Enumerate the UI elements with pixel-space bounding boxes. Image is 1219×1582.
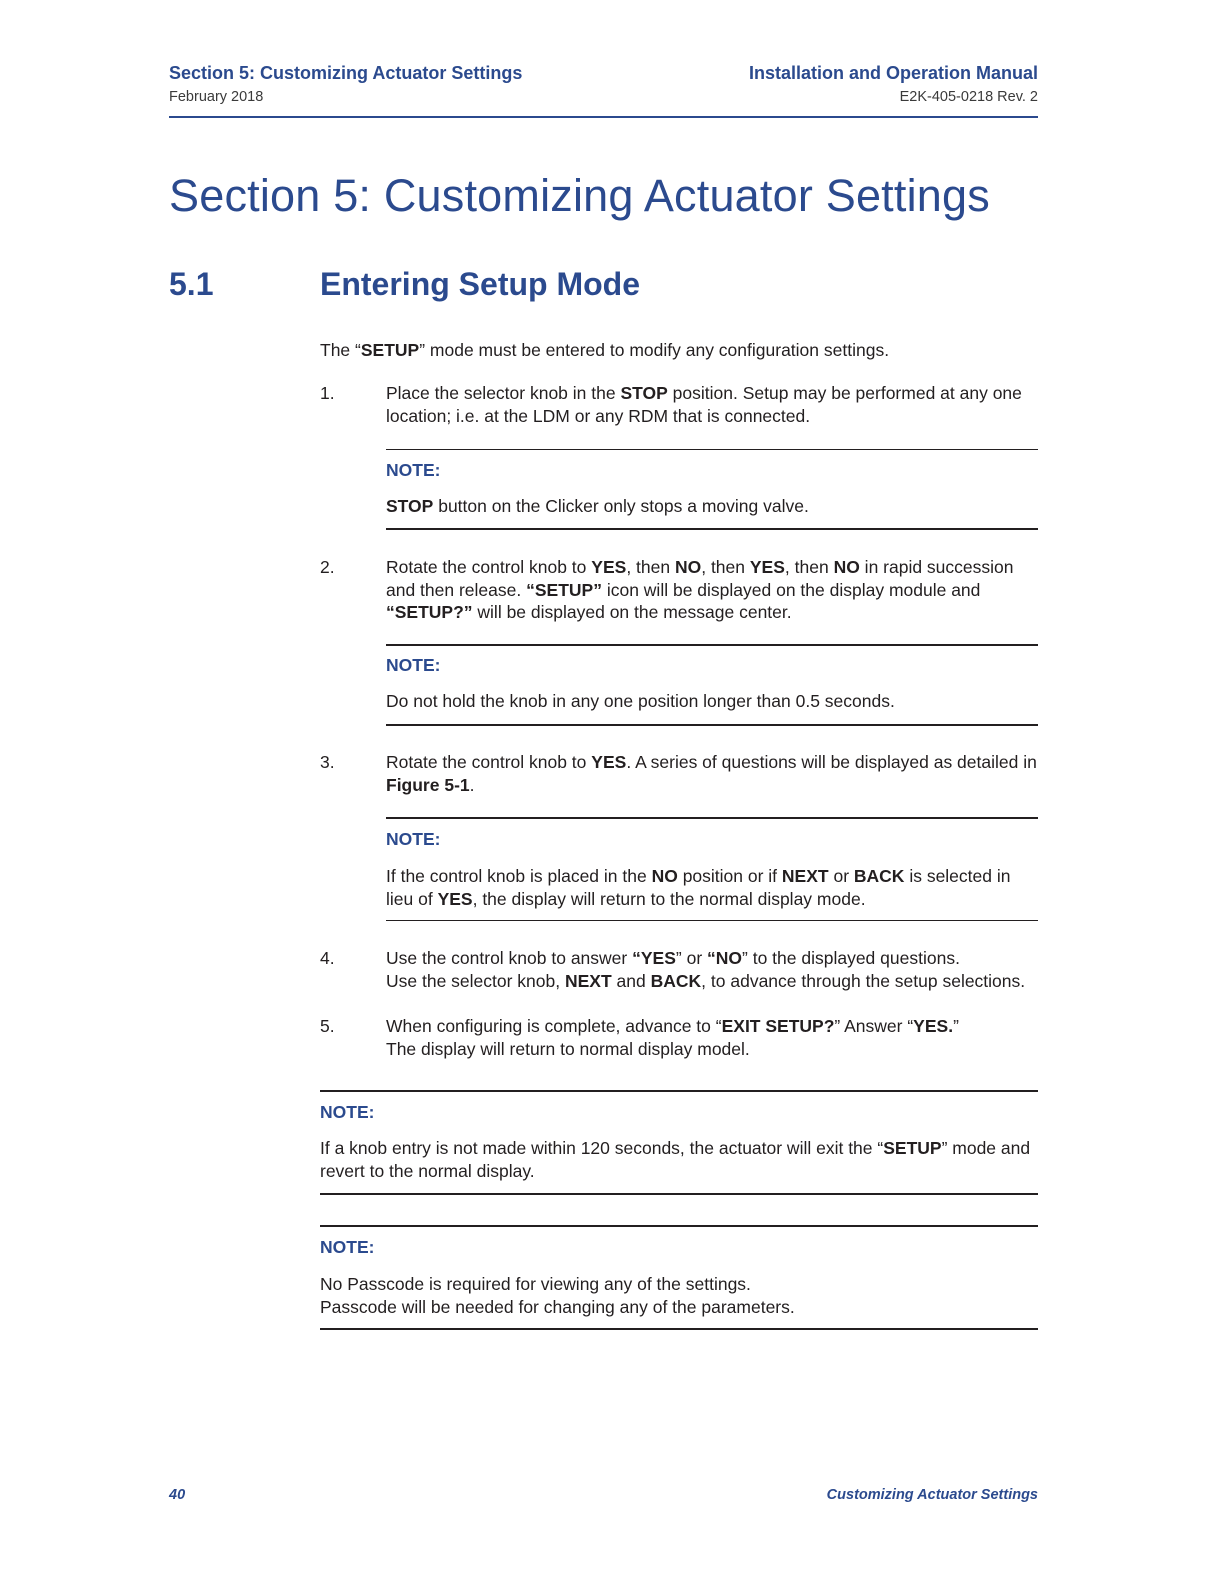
- note-5-text: [320, 1273, 1038, 1318]
- step-1-number: 1.: [320, 383, 335, 403]
- footer-page-number: 40: [169, 1487, 186, 1503]
- step-2-number: 2.: [320, 557, 335, 577]
- note-5-top-rule: [320, 1225, 1038, 1227]
- note-4-top-rule: [320, 1090, 1038, 1092]
- header-doc-number: E2K-405-0218 Rev. 2: [899, 89, 1038, 105]
- note-2-bottom-rule: [386, 724, 1038, 726]
- step-4-line-1: Use the control knob to answer “YES” or “NO” to the displayed questions.: [386, 948, 960, 968]
- step-5-text: [386, 1015, 1038, 1060]
- note-1-top-rule: [386, 449, 1038, 450]
- note-2-label: NOTE:: [386, 655, 441, 675]
- note-4-label: NOTE:: [320, 1102, 375, 1122]
- note-2-text: Do not hold the knob in any one position longer than 0.5 seconds.: [386, 691, 895, 711]
- step-4-number: 4.: [320, 948, 335, 968]
- footer-section-name: Customizing Actuator Settings: [826, 1487, 1038, 1503]
- step-4-text: [386, 947, 1038, 992]
- note-5-label: NOTE:: [320, 1237, 375, 1257]
- note-1-text: STOP button on the Clicker only stops a moving valve.: [386, 496, 809, 516]
- header-section-title: Section 5: Customizing Actuator Settings: [169, 63, 523, 83]
- header-date: February 2018: [169, 89, 264, 105]
- step-5-line-1: When configuring is complete, advance to “EXIT SETUP?” Answer “YES.”: [386, 1016, 959, 1036]
- step-5-number: 5.: [320, 1016, 335, 1036]
- note-4-bottom-rule: [320, 1193, 1038, 1195]
- step-4-line-2: Use the selector knob, NEXT and BACK, to advance through the setup selections.: [386, 970, 1026, 991]
- step-1-text: Place the selector knob in the STOP position. Setup may be performed at any one location; i.e. at the LDM or any RDM that is connected.: [386, 383, 1022, 426]
- note-1-label: NOTE:: [386, 460, 441, 480]
- note-5-bottom-rule: [320, 1328, 1038, 1330]
- note-1-bottom-rule: [386, 528, 1038, 530]
- note-5-line-2: Passcode will be needed for changing any of the parameters.: [320, 1296, 795, 1317]
- page-title: Section 5: Customizing Actuator Settings: [169, 170, 990, 221]
- section-number: 5.1: [169, 266, 214, 302]
- step-2-text: Rotate the control knob to YES, then NO, then YES, then NO in rapid succession and then release. “SETUP” icon will be displayed on the display module and “SETUP?” will be displayed on the message center.: [386, 557, 1014, 622]
- note-3-text: If the control knob is placed in the NO position or if NEXT or BACK is selected in lieu of YES, the display will return to the normal display mode.: [386, 866, 1011, 909]
- note-5-line-1: No Passcode is required for viewing any of the settings.: [320, 1274, 751, 1294]
- note-2-top-rule: [386, 644, 1038, 646]
- note-3-top-rule: [386, 817, 1038, 819]
- section-title: Entering Setup Mode: [320, 266, 640, 302]
- note-3-bottom-rule: [386, 920, 1038, 921]
- header-rule: [169, 116, 1038, 118]
- header-manual-title: Installation and Operation Manual: [748, 63, 1038, 83]
- intro-paragraph: The “SETUP” mode must be entered to modify any configuration settings.: [320, 340, 890, 360]
- step-3-number: 3.: [320, 752, 335, 772]
- step-3-text: Rotate the control knob to YES. A series of questions will be displayed as detailed in Figure 5-1.: [386, 752, 1037, 795]
- note-3-label: NOTE:: [386, 829, 441, 849]
- note-4-text: If a knob entry is not made within 120 seconds, the actuator will exit the “SETUP” mode and revert to the normal display.: [320, 1138, 1031, 1181]
- step-5-line-2: The display will return to normal display model.: [386, 1038, 750, 1059]
